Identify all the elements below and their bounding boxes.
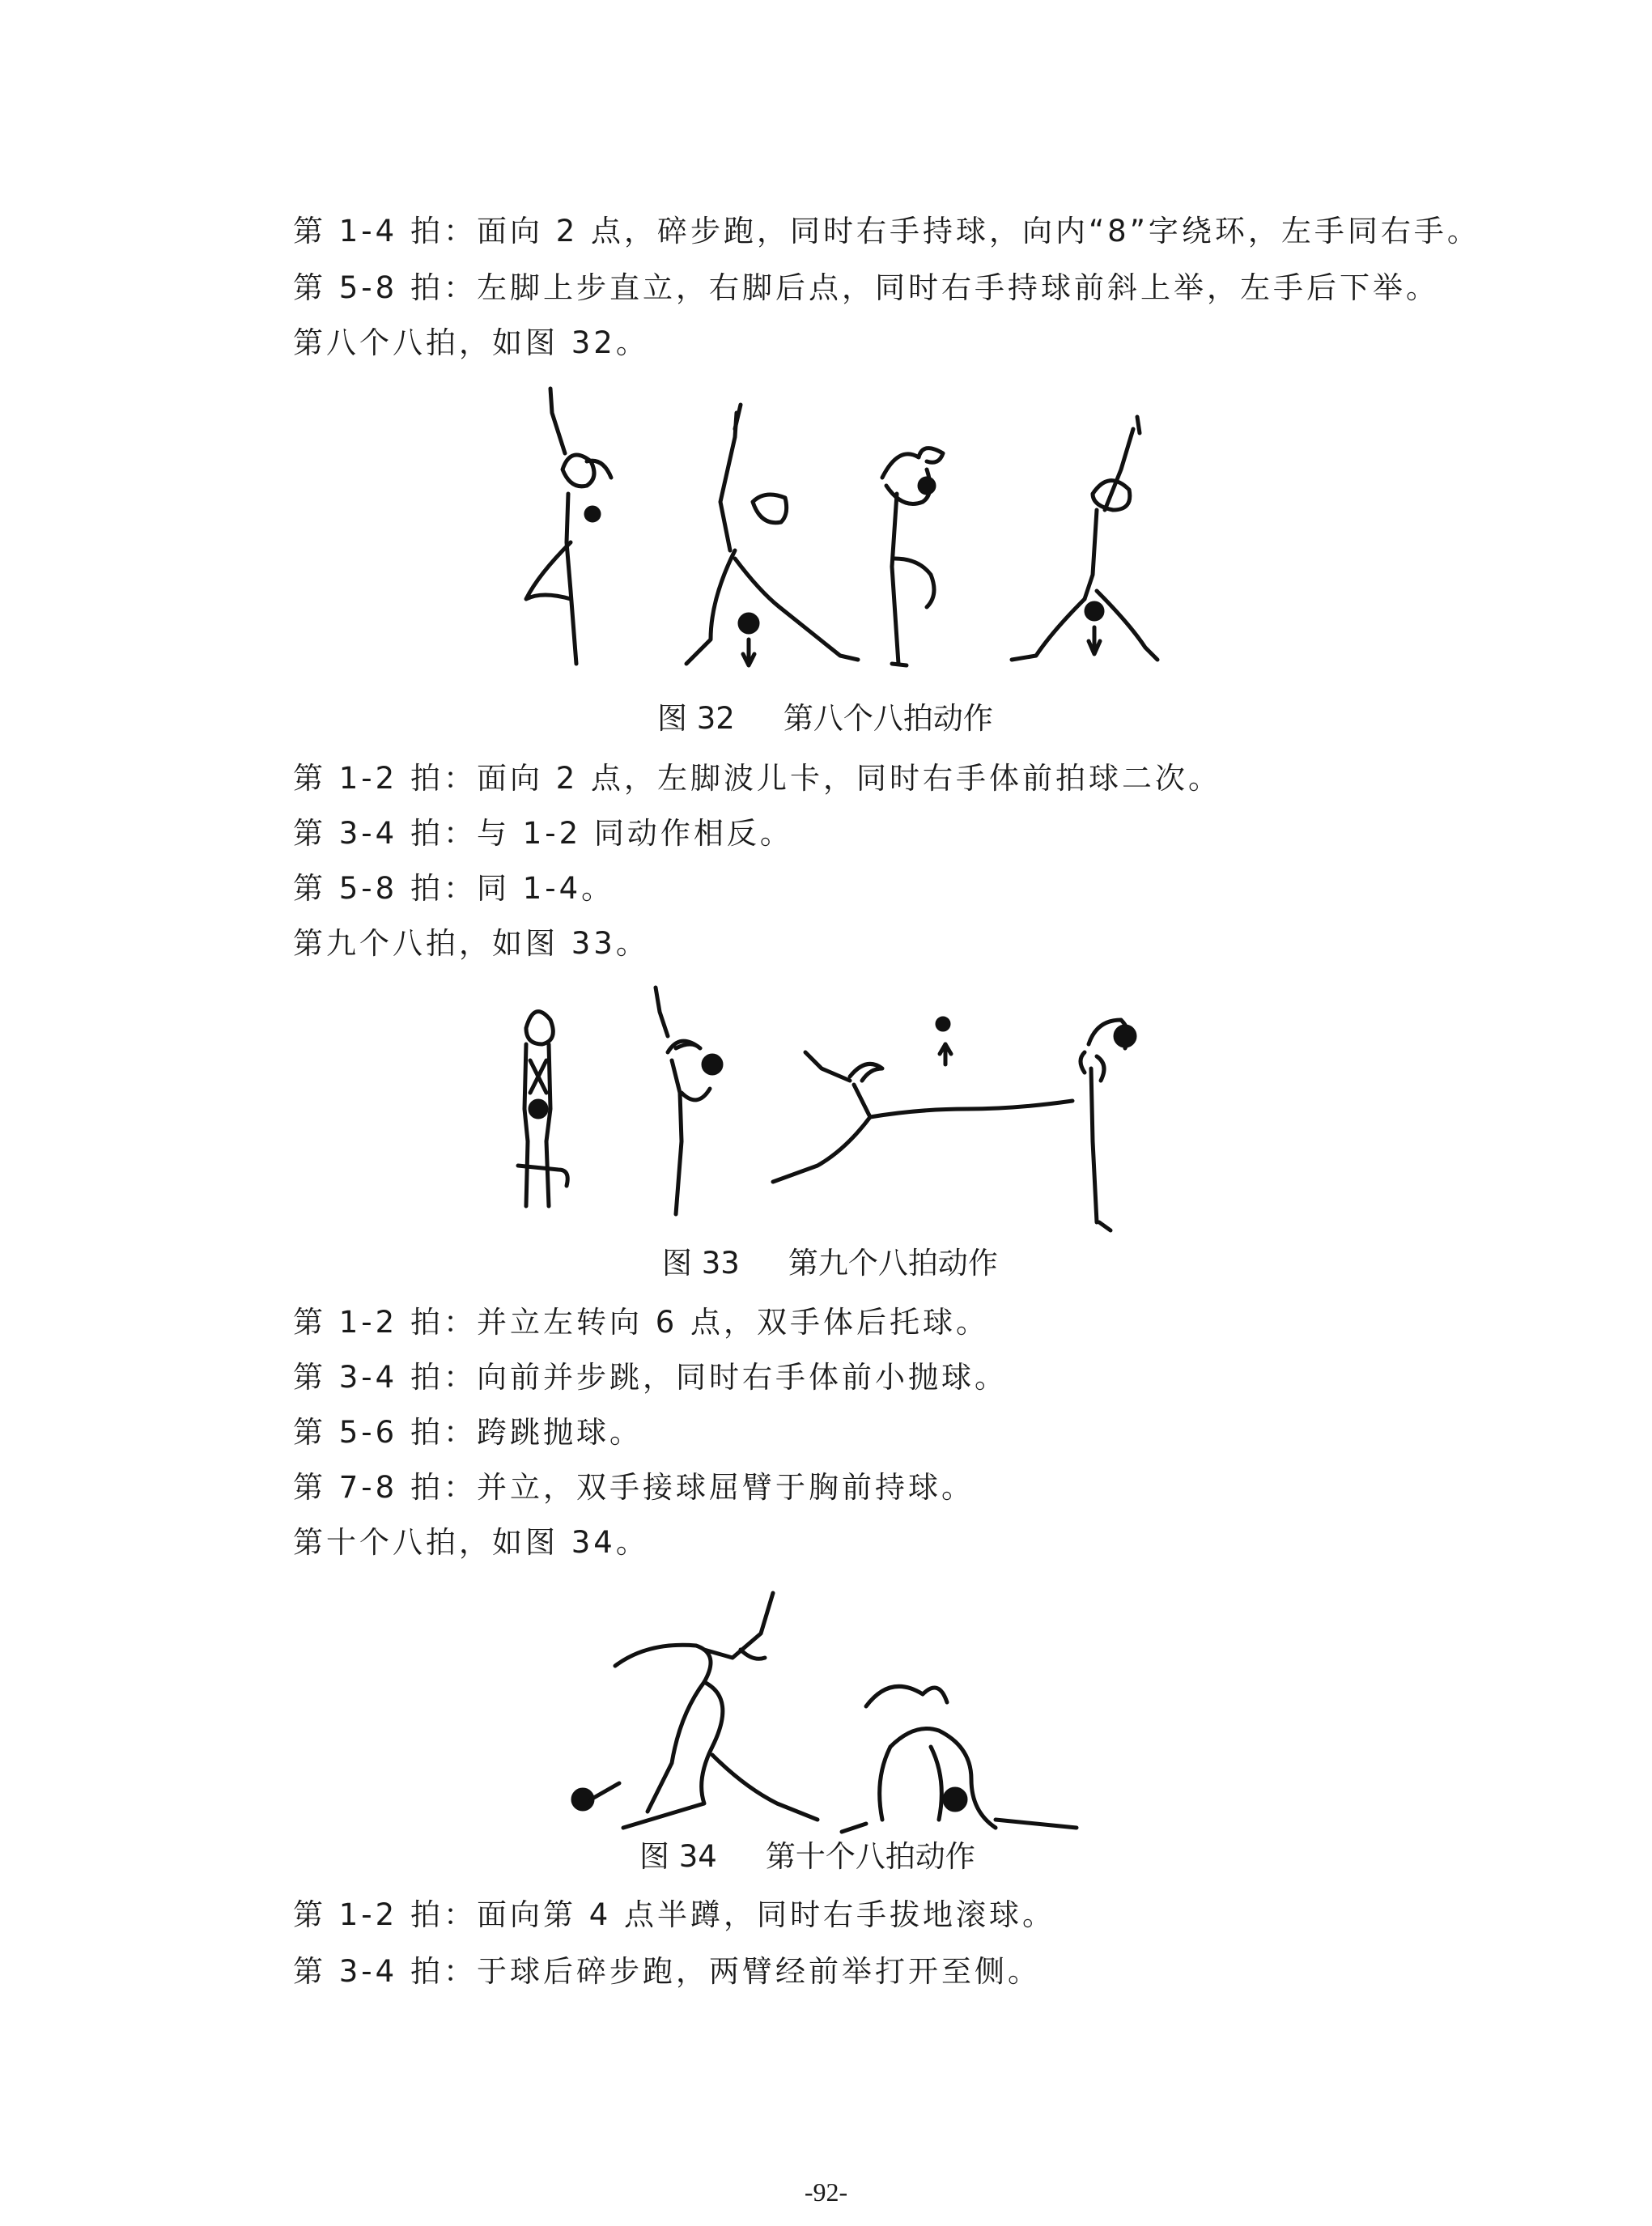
figure-32-caption <box>657 699 993 738</box>
text-line: 第 7-8 拍：并立，双手接球屈臂于胸前持球。 <box>293 1470 975 1505</box>
text-line: 第 1-2 拍：面向第 4 点半蹲，同时右手拔地滚球。 <box>293 1897 1056 1932</box>
figure-34-illustration <box>558 1585 1085 1852</box>
text-line: 第十个八拍，如图 34。 <box>293 1525 649 1560</box>
figure-32-illustration <box>518 380 1214 688</box>
text-line: 第 1-2 拍：并立左转向 6 点，双手体后托球。 <box>293 1305 990 1340</box>
figure-33-title: 第九个八拍动作 <box>788 1246 998 1281</box>
text-line: 第 1-2 拍：面向 2 点，左脚波儿卡，同时右手体前拍球二次。 <box>293 761 1222 796</box>
text-line: 第 5-8 拍：左脚上步直立，右脚后点，同时右手持球前斜上举，左手后下举。 <box>293 270 1439 305</box>
text-line: 第 3-4 拍：与 1-2 同动作相反。 <box>293 816 793 851</box>
figure-32-title: 第八个八拍动作 <box>783 701 993 736</box>
text-line: 第 1-4 拍：面向 2 点，碎步跑，同时右手持球，向内“8”字绕环，左手同右手。 <box>293 214 1480 249</box>
figure-32-number: 图 32 <box>657 701 735 736</box>
figure-33-number: 图 33 <box>662 1246 740 1281</box>
text-line: 第 3-4 拍：于球后碎步跑，两臂经前举打开至侧。 <box>293 1954 1041 1989</box>
page-number: -92- <box>804 2177 848 2207</box>
figure-34-number: 图 34 <box>639 1839 717 1874</box>
text-line: 第九个八拍，如图 33。 <box>293 926 649 961</box>
figure-34-title: 第十个八拍动作 <box>765 1839 975 1874</box>
figure-34-caption <box>639 1837 975 1876</box>
text-line: 第 5-8 拍：同 1-4。 <box>293 871 615 906</box>
text-line: 第八个八拍，如图 32。 <box>293 325 649 360</box>
text-line: 第 3-4 拍：向前并步跳，同时右手体前小抛球。 <box>293 1360 1008 1395</box>
figure-33-illustration <box>502 979 1166 1238</box>
figure-33-caption <box>662 1244 998 1283</box>
text-line: 第 5-6 拍：跨跳抛球。 <box>293 1415 643 1450</box>
